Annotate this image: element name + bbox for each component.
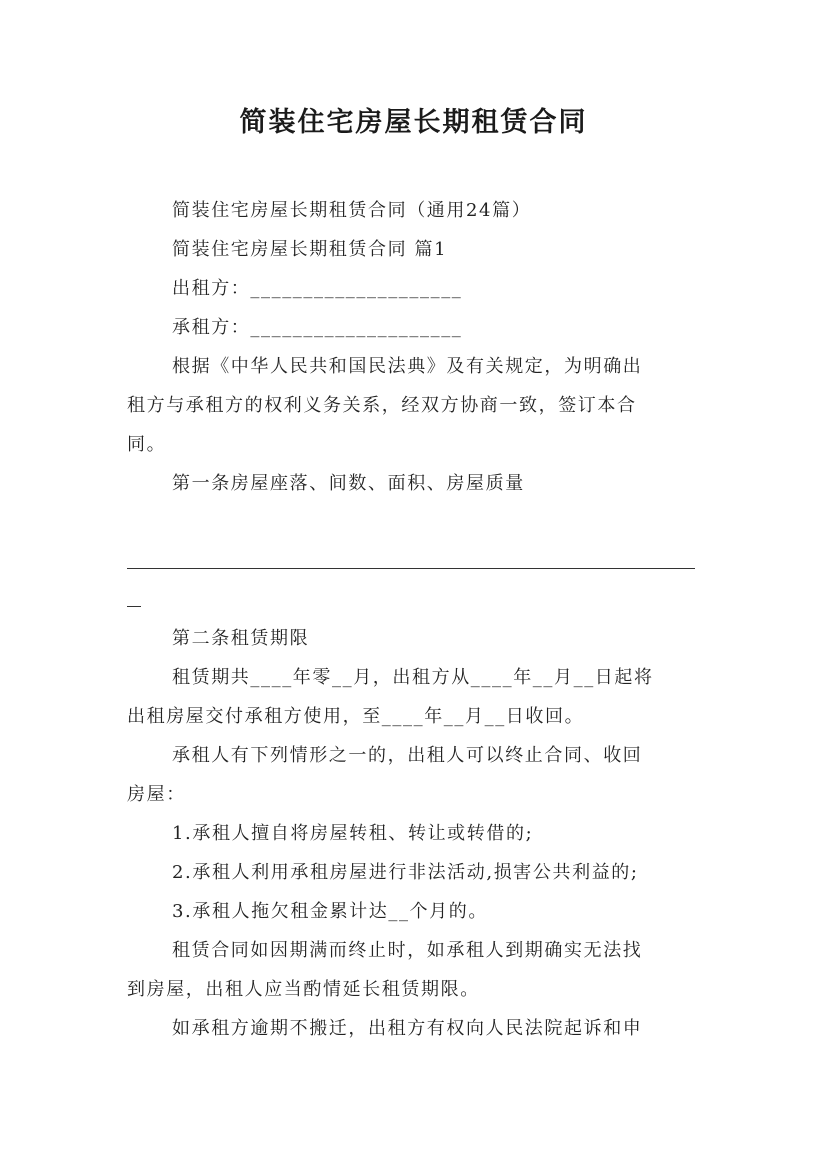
paragraph-line: 房屋：	[127, 784, 186, 805]
paragraph-line: 到房屋，出租人应当酌情延长租赁期限。	[127, 979, 480, 1000]
paragraph-line: 租赁期共____年零__月，出租方从____年__月__日起将	[172, 667, 654, 688]
paragraph-line: 同。	[127, 434, 167, 455]
paragraph-line: 租赁合同如因期满而终止时，如承租人到期确实无法找	[172, 940, 643, 961]
list-item: 2.承租人利用承租房屋进行非法活动,损害公共利益的;	[172, 862, 639, 883]
fill-in-blank-line	[127, 606, 141, 607]
article-heading: 第一条房屋座落、间数、面积、房屋质量	[172, 473, 525, 494]
list-item: 1.承租人擅自将房屋转租、转让或转借的;	[172, 823, 534, 844]
list-item: 3.承租人拖欠租金累计达__个月的。	[172, 901, 488, 922]
document-title: 简装住宅房屋长期租赁合同	[239, 107, 588, 138]
paragraph-line: 承租人有下列情形之一的，出租人可以终止合同、收回	[172, 745, 643, 766]
article-heading: 第二条租赁期限	[172, 628, 310, 649]
contract-collection-heading: 简装住宅房屋长期租赁合同（通用24篇）	[172, 200, 532, 221]
paragraph-line: 如承租方逾期不搬迁，出租方有权向人民法院起诉和申	[172, 1018, 643, 1039]
lessor-field: 出租方：____________________	[172, 278, 463, 299]
fill-in-blank-line	[127, 568, 695, 569]
lessee-field: 承租方：____________________	[172, 317, 463, 338]
paragraph-line: 租方与承租方的权利义务关系，经双方协商一致，签订本合	[127, 395, 637, 416]
paragraph-line: 出租房屋交付承租方使用，至____年__月__日收回。	[127, 706, 585, 727]
contract-part-heading: 简装住宅房屋长期租赁合同 篇1	[172, 239, 448, 260]
paragraph-line: 根据《中华人民共和国民法典》及有关规定，为明确出	[172, 356, 643, 377]
